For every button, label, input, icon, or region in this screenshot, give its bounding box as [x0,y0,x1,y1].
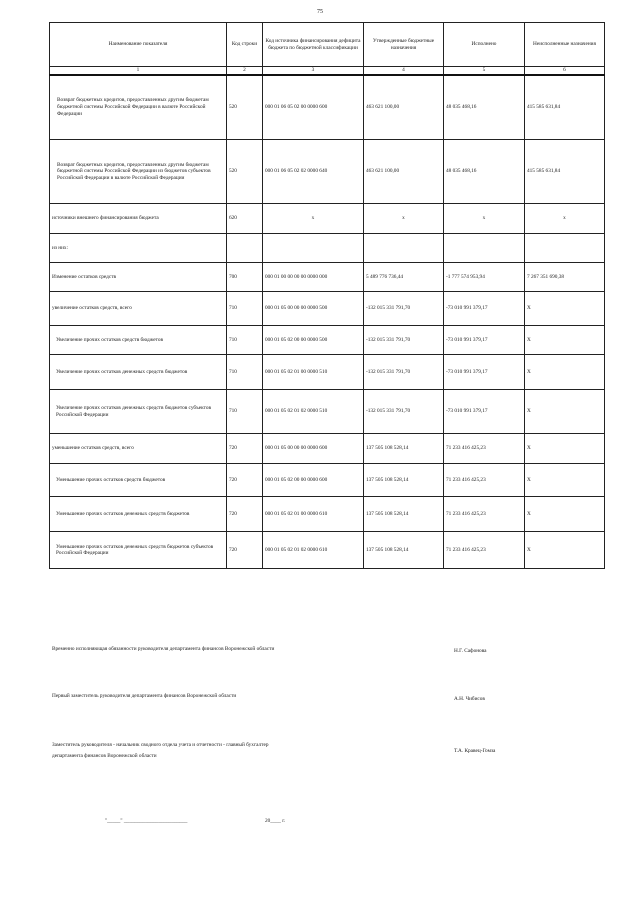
column-number-row [50,67,605,75]
row-approved: x [364,204,444,234]
row-code: 520 [227,140,263,204]
row-source-code: 000 01 05 02 01 02 0000 510 [263,390,364,434]
row-label: Возврат бюджетных кредитов, предоставленных другим бюджетам бюджетной системы Российской Федерации из бюджетов субъектов Российской Федерации в валюте Российской Федерации [50,140,227,204]
row-code: 720 [227,434,263,464]
row-executed [444,234,525,263]
table-row [50,355,605,390]
row-approved: 137 505 108 528,14 [364,464,444,497]
row-unexecuted [525,234,605,263]
row-approved: -132 015 331 791,70 [364,326,444,355]
row-label: Возврат бюджетных кредитов, предоставленных другим бюджетам бюджетной системы Российской Федерации в валюте Российской Федерации [50,75,227,140]
row-code: 620 [227,204,263,234]
row-source-code: 000 01 00 00 00 00 0000 000 [263,263,364,292]
row-approved: -132 015 331 791,70 [364,355,444,390]
row-approved: 137 505 108 528,14 [364,497,444,532]
row-approved: 5 489 776 736,44 [364,263,444,292]
table-row [50,326,605,355]
column-number: 1 [50,67,227,75]
table-row [50,497,605,532]
budget-deficit-sources-table [49,22,605,569]
row-code: 710 [227,326,263,355]
row-unexecuted: X [525,434,605,464]
row-executed: 48 035 468,16 [444,75,525,140]
row-label: Уменьшение прочих остатков средств бюджетов [50,464,227,497]
row-code: 700 [227,263,263,292]
row-executed: 71 233 416 425,23 [444,532,525,569]
row-code: 710 [227,292,263,326]
row-label: Увеличение прочих остатков денежных средств бюджетов субъектов Российской Федерации [50,390,227,434]
row-unexecuted: 415 585 631,84 [525,140,605,204]
signature-position-2: Первый заместитель руководителя департамента финансов Воронежской области [52,693,237,699]
row-approved: 137 505 108 528,14 [364,532,444,569]
header-executed: Исполнено [444,23,525,67]
row-approved: 463 621 100,00 [364,140,444,204]
header-indicator-name: Наименование показателя [50,23,227,67]
row-unexecuted: 415 585 631,84 [525,75,605,140]
column-number: 4 [364,67,444,75]
signature-position-1: Временно исполняющая обязанности руководителя департамента финансов Воронежской области [52,646,275,652]
row-code: 520 [227,75,263,140]
table-row [50,140,605,204]
row-approved: 463 621 100,00 [364,75,444,140]
row-unexecuted: X [525,355,605,390]
row-source-code: 000 01 06 05 02 00 0000 600 [263,75,364,140]
row-source-code: x [263,204,364,234]
row-executed: -1 777 574 953,94 [444,263,525,292]
column-number: 5 [444,67,525,75]
row-code: 720 [227,532,263,569]
row-unexecuted: X [525,532,605,569]
row-label: Увеличение прочих остатков средств бюджетов [50,326,227,355]
signature-position-3-line2: департамента финансов Воронежской области [52,753,157,759]
row-label: Уменьшение прочих остатков денежных средств бюджетов [50,497,227,532]
row-source-code: 000 01 05 02 01 02 0000 610 [263,532,364,569]
row-unexecuted: X [525,464,605,497]
signature-name-2: А.Н. Чибисов [454,696,485,702]
row-code: 720 [227,464,263,497]
column-number: 2 [227,67,263,75]
row-label: Увеличение прочих остатков денежных средств бюджетов [50,355,227,390]
row-approved: -132 015 331 791,70 [364,292,444,326]
row-source-code: 000 01 05 02 00 00 0000 500 [263,326,364,355]
column-number: 6 [525,67,605,75]
table-row [50,204,605,234]
row-executed: -73 010 991 379,17 [444,355,525,390]
signature-name-1: Н.Г. Сафонова [454,648,487,654]
table-header-row [50,23,605,67]
column-number: 3 [263,67,364,75]
header-line-code: Код строки [227,23,263,67]
signature-position-3-line1: Заместитель руководителя - начальник сводного отдела учета и отчетности - главный бухгалтер [52,742,269,748]
row-unexecuted: X [525,390,605,434]
table-row [50,532,605,569]
table-row [50,75,605,140]
table-row [50,292,605,326]
row-unexecuted: X [525,497,605,532]
row-approved: -132 015 331 791,70 [364,390,444,434]
row-source-code: 000 01 05 02 01 00 0000 510 [263,355,364,390]
date-day-month: "_____" ________________________ [105,818,188,824]
header-unexecuted: Неисполненные назначения [525,23,605,67]
row-label: источники внешнего финансирования бюджета [50,204,227,234]
row-executed: 71 233 416 425,23 [444,434,525,464]
row-executed: x [444,204,525,234]
row-label: увеличение остатков средств, всего [50,292,227,326]
row-source-code: 000 01 05 02 01 00 0000 610 [263,497,364,532]
page-number: 75 [317,9,323,15]
header-approved: Утвержденные бюджетные назначения [364,23,444,67]
row-unexecuted: X [525,326,605,355]
row-source-code: 000 01 06 05 02 02 0000 640 [263,140,364,204]
row-source-code: 000 01 05 02 00 00 0000 600 [263,464,364,497]
row-code: 720 [227,497,263,532]
row-code [227,234,263,263]
table-row [50,434,605,464]
row-source-code: 000 01 05 00 00 00 0000 600 [263,434,364,464]
row-approved: 137 505 108 528,14 [364,434,444,464]
table-row [50,464,605,497]
row-code: 710 [227,355,263,390]
row-executed: 48 035 468,16 [444,140,525,204]
date-year: 20____ г. [265,818,286,824]
row-unexecuted: X [525,292,605,326]
table-row [50,390,605,434]
row-label: Изменение остатков средств [50,263,227,292]
row-label: из них: [50,234,227,263]
row-code: 710 [227,390,263,434]
row-source-code: 000 01 05 00 00 00 0000 500 [263,292,364,326]
row-executed: 71 233 416 425,23 [444,464,525,497]
table-row [50,234,605,263]
row-executed: -73 010 991 379,17 [444,292,525,326]
row-unexecuted: x [525,204,605,234]
row-executed: 71 233 416 425,23 [444,497,525,532]
row-executed: -73 010 991 379,17 [444,390,525,434]
row-label: уменьшение остатков средств, всего [50,434,227,464]
signature-name-3: Т.А. Кравец-Гомза [454,748,496,754]
header-source-code: Код источника финансирования дефицита бюджета по бюджетной классификации [263,23,364,67]
row-unexecuted: 7 267 351 690,38 [525,263,605,292]
row-executed: -73 010 991 379,17 [444,326,525,355]
table-row [50,263,605,292]
row-label: Уменьшение прочих остатков денежных средств бюджетов субъектов Российской Федерации [50,532,227,569]
row-source-code [263,234,364,263]
row-approved [364,234,444,263]
